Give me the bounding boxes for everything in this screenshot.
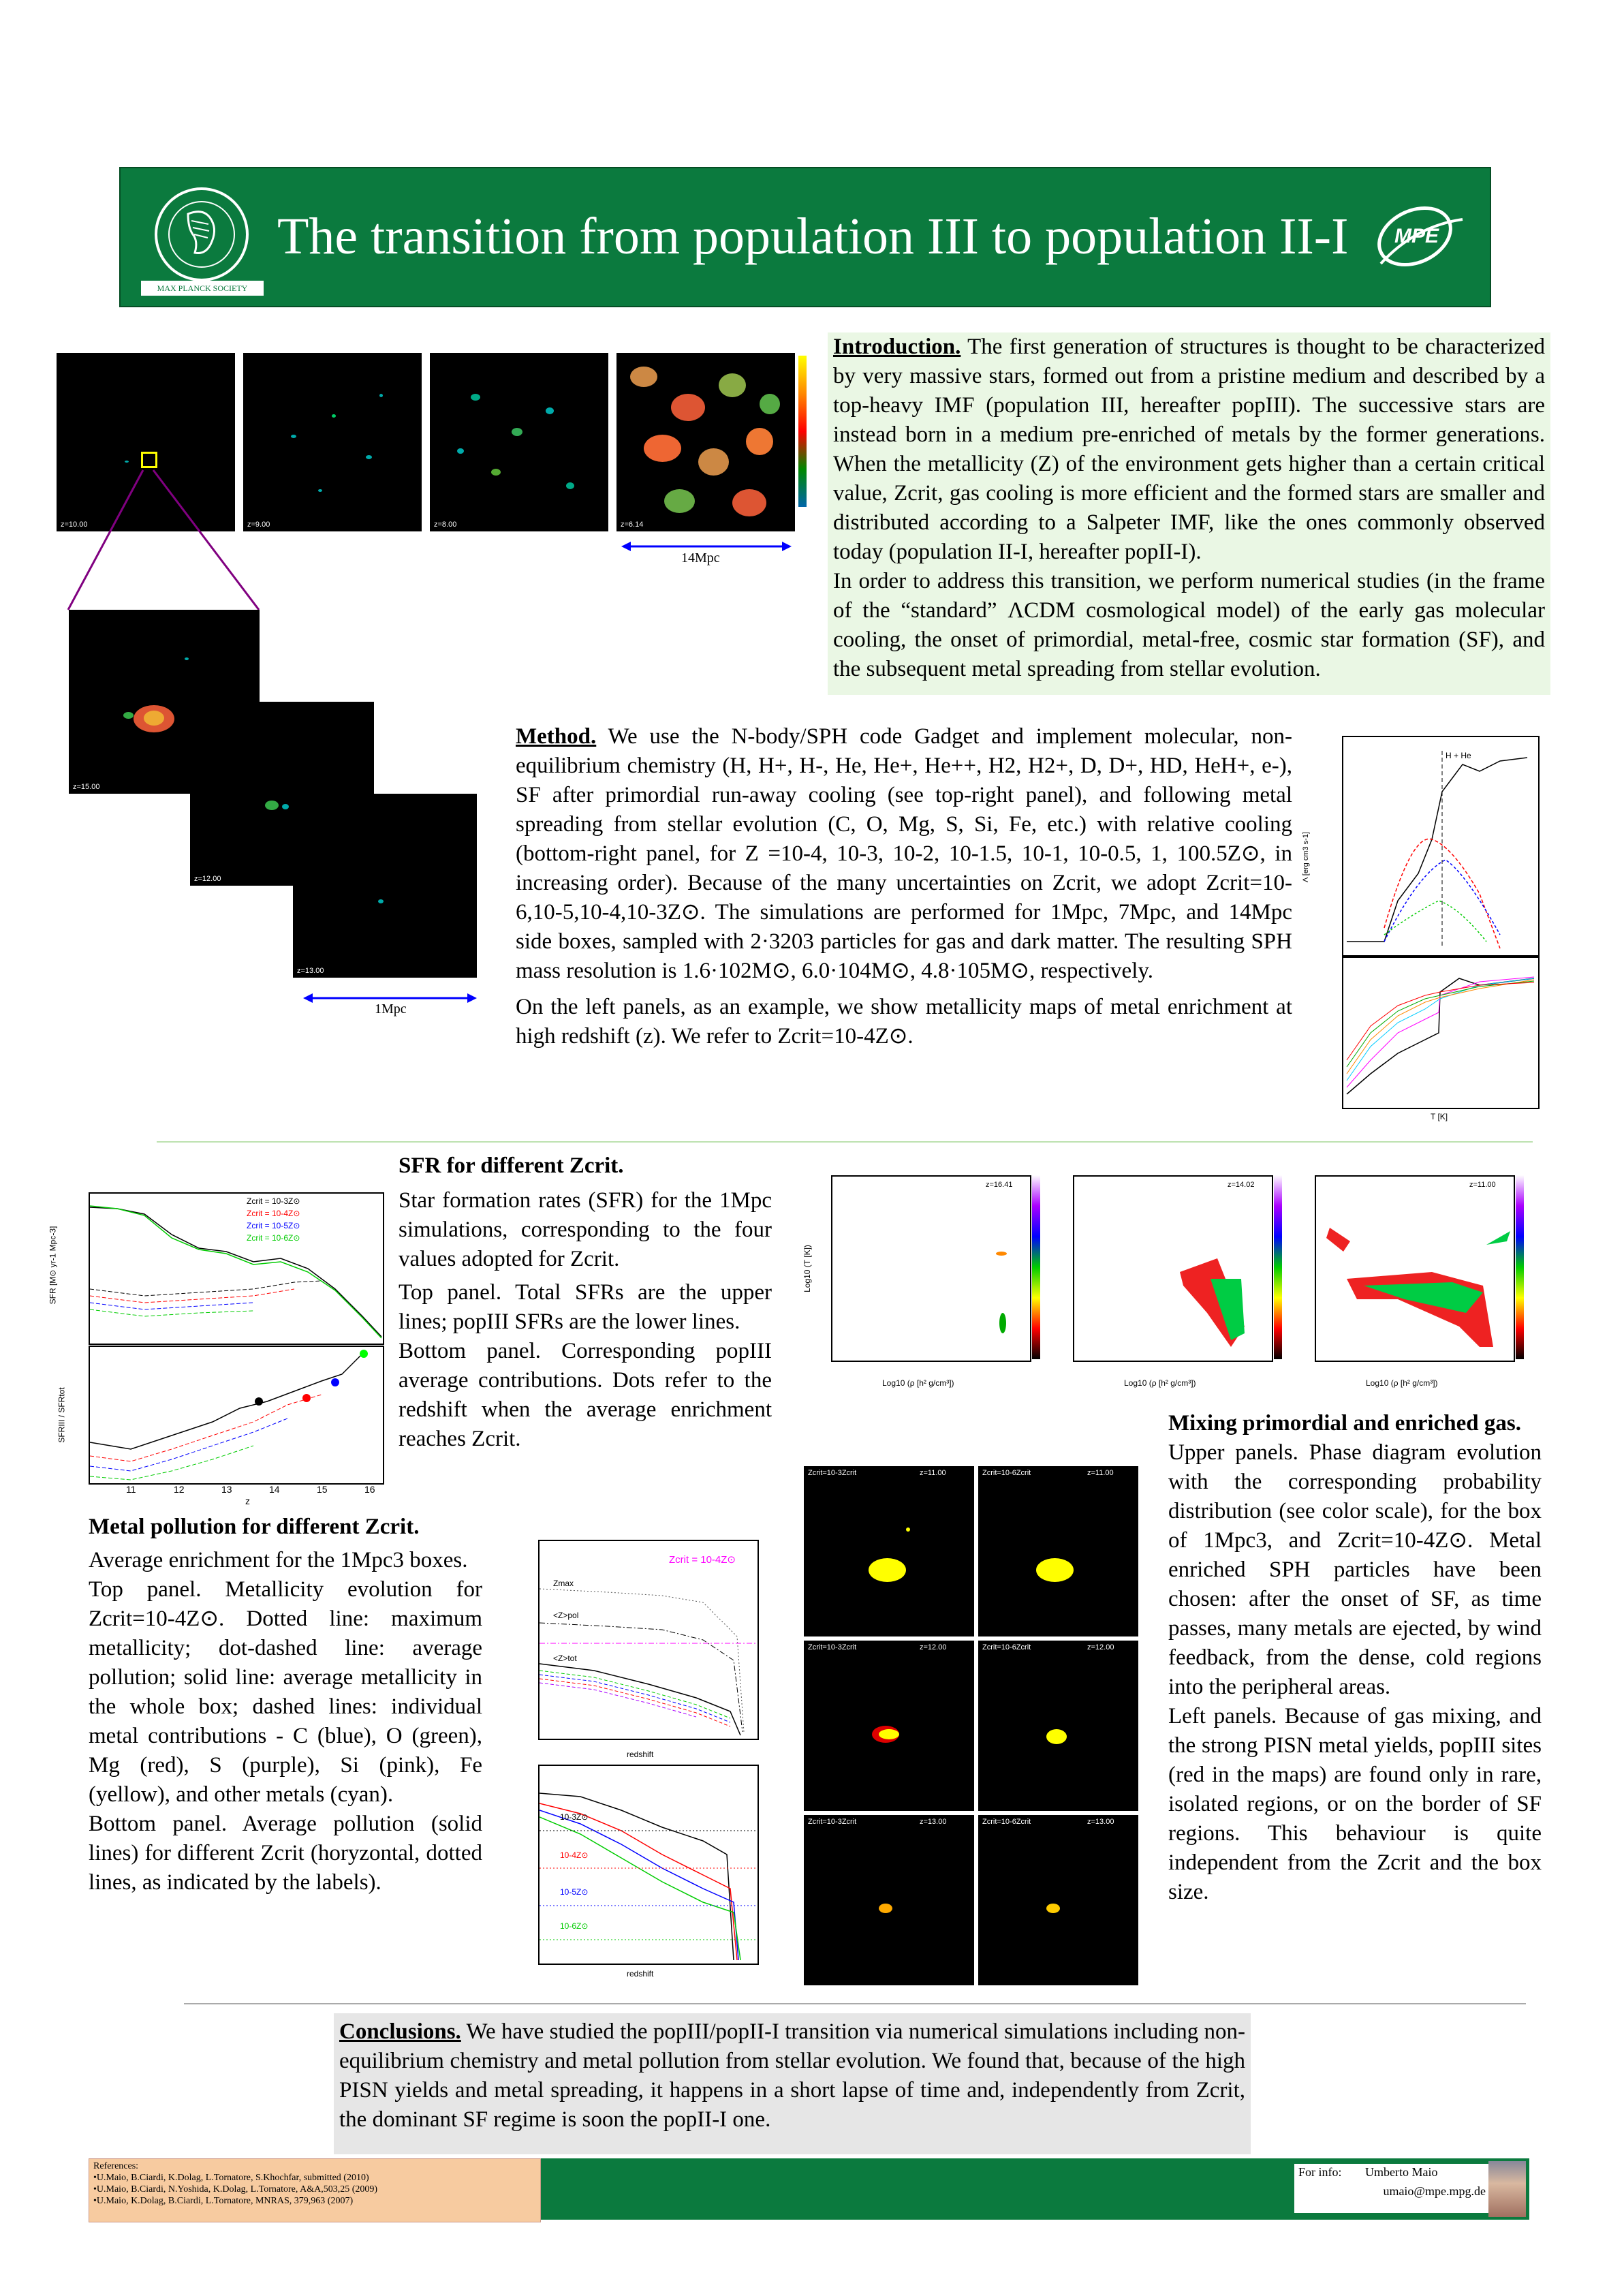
sfr-bottom-panel	[89, 1346, 384, 1485]
sfr-paragraph-2: Top panel. Total SFRs are the upper lines; popIII SFRs are the lower lines.	[399, 1280, 772, 1334]
conclusions-section	[334, 2013, 1251, 2154]
cooling-top-panel	[1342, 736, 1540, 957]
introduction-section	[828, 332, 1550, 695]
metal-map-redshift: z=11.00	[920, 1469, 946, 1477]
max-planck-logo	[155, 187, 249, 281]
phase-redshift: z=16.41	[986, 1181, 1013, 1189]
mixing-paragraph-2: Left panels. Because of gas mixing, and the strong PISN metal yields, popIII sites (red in the maps) are found only in rare, isolated regions, or on the border of SF regions. This behaviour is quite independent from the Zcrit and the box size.	[1168, 1704, 1542, 1904]
conclusions-heading: Conclusions.	[339, 2019, 461, 2044]
sfr-xlabel: z	[245, 1495, 250, 1506]
metal-pollution-plot	[504, 1533, 763, 1983]
phase-diagrams	[804, 1162, 1546, 1400]
sfr-legend-2: Zcrit = 10-4Z⊙	[247, 1209, 300, 1218]
metal-paragraph-3: Bottom panel. Average pollution (solid lines) for different Zcrit (horyzontal, dotted lines, as indicated by the labels).	[89, 1812, 482, 1895]
metal-map-redshift: z=11.00	[1087, 1469, 1114, 1477]
intro-paragraph-1: The first generation of structures is thought to be characterized by very massive stars, formed out from a pristine medium and described by a top-heavy IMF (population III, hereafter popIII). The successive stars are instead born in a medium pre-enriched of metals by the former generations. When the metallicity (Z) of the environment gets higher than a certain critical value, Zcrit, gas cooling is more efficient and the formed stars are smaller and distributed according to a Salpeter IMF, like the ones commonly observed today (population II-I, hereafter popII-I).	[833, 335, 1545, 564]
map-panel-z9	[243, 353, 422, 531]
contact-email[interactable]: umaio@mpe.mpg.de	[1383, 2184, 1486, 2198]
metal-map-4	[978, 1641, 1138, 1811]
sfr-heading: SFR for different Zcrit.	[399, 1153, 624, 1178]
footer-bar	[89, 2158, 1529, 2220]
map-panel-z6	[616, 353, 795, 531]
metal-bottom-label-1: 10-3Z⊙	[560, 1812, 589, 1822]
mixing-paragraph-1: Upper panels. Phase diagram evolution with the corresponding probability distribution (see color scale), for the box of 1Mpc3, and Zcrit=10-4Z⊙. Metal enriched SPH particles have been chosen: after the onset of SF, as time passes, many metals are ejected, by wind feedback, from the dense, cold regions into the peripheral areas.	[1168, 1440, 1542, 1699]
metal-pollution-section	[89, 1512, 482, 1897]
metal-map-2	[978, 1466, 1138, 1636]
sfr-xtick: 15	[317, 1484, 328, 1495]
metallicity-colorbar	[798, 356, 807, 507]
phase-panel-2	[1073, 1175, 1273, 1362]
metal-map-redshift: z=13.00	[1087, 1818, 1114, 1826]
metal-map-label: Zcrit=10-6Zcrit	[982, 1643, 1031, 1651]
zoom-connector	[65, 463, 269, 613]
metal-map-redshift: z=13.00	[920, 1818, 947, 1826]
metal-bottom-xlabel: redshift	[627, 1969, 654, 1979]
map-redshift-label: z=8.00	[434, 521, 457, 529]
max-planck-caption: MAX PLANCK SOCIETY	[141, 281, 264, 296]
metal-paragraph-2: Top panel. Metallicity evolution for Zcrit=10-4Z⊙. Dotted line: maximum metallicity; dot-dashed line: average pollution; solid line: average metallicity in the whole box; dashed lines: individual metal contributions - C (blue), O (green), Mg (red), S (purple), Si (pink), Fe (yellow), and other metals (cyan).	[89, 1577, 482, 1807]
metal-top-label-zmax: Zmax	[553, 1579, 574, 1588]
metal-top-xlabel: redshift	[627, 1750, 654, 1759]
metal-map-label: Zcrit=10-6Zcrit	[982, 1818, 1031, 1826]
contact-box	[1294, 2164, 1490, 2213]
metal-map-redshift: z=12.00	[1087, 1643, 1114, 1651]
metal-map-label: Zcrit=10-3Zcrit	[808, 1469, 857, 1477]
metal-paragraph-1: Average enrichment for the 1Mpc3 boxes.	[89, 1548, 468, 1572]
cooling-xlabel: T [K]	[1431, 1112, 1448, 1121]
map-redshift-label: z=12.00	[194, 875, 221, 883]
map-redshift-label: z=6.14	[621, 521, 644, 529]
page-title: The transition from population III to population II-I	[277, 208, 1349, 265]
conclusions-text: We have studied the popIII/popII-I transition via numerical simulations including non-equilibrium chemistry and metal pollution from stellar evolution. We found that, because of the high PISN yields and metal spreading, it happens in a short lapse of time and, independently from Zcrit, the dominant SF regime is soon the popII-I one.	[339, 2019, 1245, 2132]
sfr-paragraph-3: Bottom panel. Corresponding popIII average contributions. Dots refer to the redshift when the average enrichment reaches Zcrit.	[399, 1339, 772, 1451]
section-divider	[157, 1141, 1533, 1143]
sfr-paragraph-1: Star formation rates (SFR) for the 1Mpc simulations, corresponding to the four values adopted for Zcrit.	[399, 1188, 772, 1271]
map-redshift-label: z=9.00	[247, 521, 270, 529]
phase-cbar-2	[1274, 1175, 1282, 1359]
phase-panel-3	[1315, 1175, 1515, 1362]
sfr-top-panel	[89, 1192, 384, 1345]
sfr-legend-3: Zcrit = 10-5Z⊙	[247, 1221, 300, 1230]
metal-bottom-panel	[538, 1765, 759, 1965]
metal-map-label: Zcrit=10-6Zcrit	[982, 1469, 1031, 1477]
header-banner	[119, 167, 1491, 307]
scale-label-14mpc: 14Mpc	[681, 550, 720, 565]
scale-label-1mpc: 1Mpc	[375, 1002, 407, 1017]
intro-heading: Introduction.	[833, 335, 961, 359]
sfr-ylabel-bottom: SFRIII / SFRtot	[57, 1387, 67, 1443]
metal-top-panel	[538, 1540, 759, 1740]
mixing-heading: Mixing primordial and enriched gas.	[1168, 1411, 1521, 1436]
metal-map-label: Zcrit=10-3Zcrit	[808, 1643, 857, 1651]
sfr-xtick: 11	[126, 1484, 136, 1495]
phase-ylabel: Log10 (T [K])	[802, 1245, 812, 1292]
method-text: We use the N-body/SPH code Gadget and implement molecular, non-equilibrium chemistry (H, H+, H-, He, He+, He++, H2, H2+, D, D+, HD, HeH+, e-), SF after primordial run-away cooling (see top-right panel), and following metal spreading from stellar evolution (C, O, Mg, S, Si, Fe, etc.) with relative cooling (bottom-right panel, for Z =10-4, 10-3, 10-2, 10-1.5, 10-1, 10-0.5, 1, 100.5Z⊙, in increasing order). Because of the many uncertainties on Zcrit, we adopt Zcrit=10-6,10-5,10-4,10-3Z⊙. The simulations are performed for 1Mpc, 7Mpc, and 14Mpc side boxes, sampled with 2·3203 particles for gas and dark matter. The resulting SPH mass resolution is 1.6·102M⊙, 6.0·104M⊙, 4.8·105M⊙, respectively.	[516, 724, 1293, 983]
metal-top-label-zpol: <Z>pol	[553, 1611, 579, 1620]
map-panel-z8	[430, 353, 608, 531]
cooling-function-plot	[1301, 730, 1546, 1126]
sfr-legend-4: Zcrit = 10-6Z⊙	[247, 1233, 300, 1243]
contact-name: Umberto Maio	[1365, 2165, 1438, 2179]
sfr-legend-1: Zcrit = 10-3Z⊙	[247, 1196, 300, 1206]
sfr-xtick: 12	[174, 1484, 185, 1495]
phase-cbar-3	[1516, 1175, 1524, 1359]
metal-map-1	[804, 1466, 974, 1636]
phase-xlabel: Log10 (ρ [h² g/cm³])	[882, 1378, 954, 1388]
phase-cbar-1	[1032, 1175, 1040, 1359]
map-1mpc-z13	[293, 794, 477, 978]
intro-paragraph-2: In order to address this transition, we perform numerical studies (in the frame of the “standard” ΛCDM cosmological model) of the early gas molecular cooling, the onset of primordial, metal-free, cosmic star formation (SF), and the subsequent metal spreading from stellar evolution.	[833, 569, 1545, 681]
sfr-xtick: 16	[364, 1484, 375, 1495]
sfr-xtick: 13	[221, 1484, 232, 1495]
metal-bottom-label-4: 10-6Z⊙	[560, 1921, 589, 1931]
phase-redshift: z=14.02	[1228, 1181, 1255, 1189]
metal-map-6	[978, 1815, 1138, 1985]
map-redshift-label: z=15.00	[73, 783, 100, 791]
sfr-plot	[48, 1179, 388, 1512]
metal-heading: Metal pollution for different Zcrit.	[89, 1515, 420, 1539]
cooling-bottom-panel	[1342, 957, 1540, 1109]
references-box	[89, 2158, 541, 2222]
metal-bottom-label-2: 10-4Z⊙	[560, 1850, 589, 1860]
metal-map-label: Zcrit=10-3Zcrit	[808, 1818, 857, 1826]
mpe-logo	[1367, 199, 1469, 277]
metal-maps-grid	[802, 1465, 1143, 1989]
bottom-divider	[184, 2003, 1526, 2004]
sfr-xtick: 14	[269, 1484, 280, 1495]
metal-map-redshift: z=12.00	[920, 1643, 947, 1651]
references-title: References:	[93, 2161, 139, 2171]
metal-bottom-label-3: 10-5Z⊙	[560, 1887, 589, 1897]
reference-item: •U.Maio, K.Dolag, B.Ciardi, L.Tornatore, MNRAS, 379,963 (2007)	[93, 2196, 354, 2206]
mixing-section	[1168, 1409, 1542, 1907]
contact-label: For info:	[1298, 2165, 1342, 2179]
reference-item: •U.Maio, B.Ciardi, N.Yoshida, K.Dolag, L.Tornatore, A&A,503,25 (2009)	[93, 2184, 378, 2194]
method-heading: Method.	[516, 724, 597, 749]
map-redshift-label: z=10.00	[61, 521, 88, 529]
phase-xlabel: Log10 (ρ [h² g/cm³])	[1124, 1378, 1196, 1388]
metal-top-label-ztot: <Z>tot	[553, 1654, 577, 1663]
sfr-section	[399, 1151, 772, 1454]
metal-top-legend: Zcrit = 10-4Z⊙	[669, 1554, 736, 1566]
reference-item: •U.Maio, B.Ciardi, K.Dolag, L.Tornatore, S.Khochfar, submitted (2010)	[93, 2173, 369, 2183]
method-text-2: On the left panels, as an example, we show metallicity maps of metal enrichment at high redshift (z). We refer to Zcrit=10-4Z⊙.	[516, 995, 1292, 1049]
sfr-ylabel-top: SFR [M⊙ yr-1 Mpc-3]	[48, 1226, 58, 1305]
metal-map-5	[804, 1815, 974, 1985]
mpe-logo-text: MPE	[1394, 225, 1439, 247]
map-redshift-label: z=13.00	[297, 967, 324, 975]
cooling-top-label: H + He	[1446, 751, 1471, 760]
metal-map-3	[804, 1641, 974, 1811]
cooling-ylabel: Λ [erg cm3 s-1]	[1301, 832, 1310, 882]
method-section	[516, 722, 1292, 1051]
author-photo	[1488, 2161, 1526, 2217]
phase-xlabel: Log10 (ρ [h² g/cm³])	[1366, 1378, 1438, 1388]
phase-redshift: z=11.00	[1469, 1181, 1496, 1189]
phase-panel-1	[831, 1175, 1031, 1362]
